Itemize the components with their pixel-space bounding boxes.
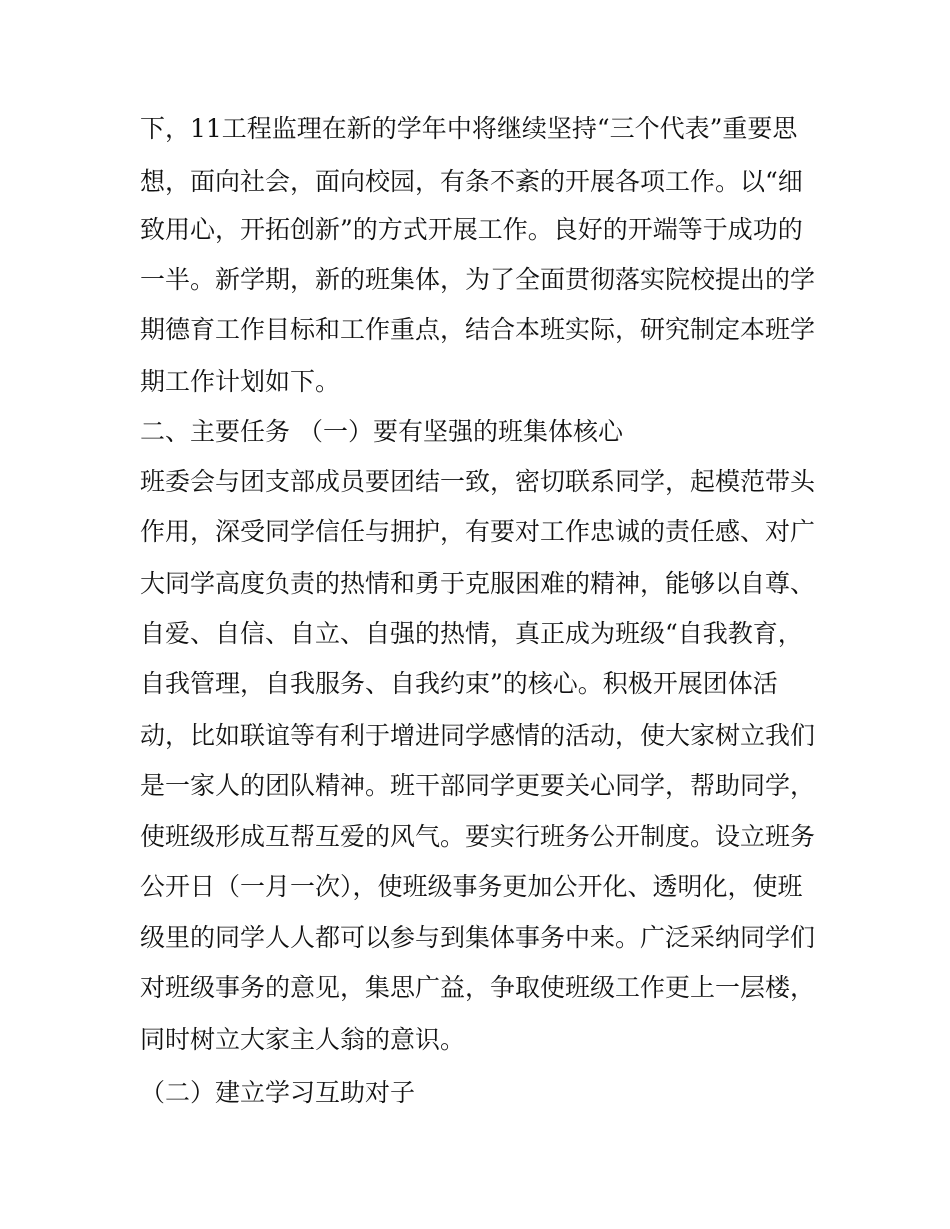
text-line: 想，面向社会，面向校园，有条不紊的开展各项工作。以“细 (140, 167, 803, 196)
text-line: 下，11工程监理在新的学年中将继续坚持“三个代表”重要思 (140, 114, 798, 143)
text-line: 是一家人的团队精神。班干部同学更要关心同学，帮助同学， (140, 771, 816, 800)
text-line: 作用，深受同学信任与拥护，有要对工作忠诚的责任感、对广 (140, 517, 816, 546)
text-line: 公开日（一月一次），使班级事务更加公开化、透明化，使班 (140, 872, 803, 901)
text-line: 自我管理，自我服务、自我约束”的核心。积极开展团体活 (140, 669, 778, 698)
text-line: 致用心，开拓创新”的方式开展工作。良好的开端等于成功的 (140, 215, 803, 244)
text-line: 期德育工作目标和工作重点，结合本班实际，研究制定本班学 (140, 315, 816, 344)
text-line: 同时树立大家主人翁的意识。 (140, 1025, 466, 1054)
section-heading: （二）建立学习互助对子 (140, 1078, 416, 1107)
text-line: 期工作计划如下。 (140, 367, 341, 396)
text-line: 对班级事务的意见，集思广益，争取使班级工作更上一层楼， (140, 973, 816, 1002)
text-line: 动，比如联谊等有利于增进同学感情的活动，使大家树立我们 (140, 721, 816, 750)
text-line: 使班级形成互帮互爱的风气。要实行班务公开制度。设立班务 (140, 822, 816, 851)
text-line: 自爱、自信、自立、自强的热情，真正成为班级“自我教育， (140, 619, 803, 648)
text-line: 级里的同学人人都可以参与到集体事务中来。广泛采纳同学们 (140, 923, 816, 952)
section-heading: 二、主要任务 （一）要有坚强的班集体核心 (140, 417, 623, 446)
text-line: 大同学高度负责的热情和勇于克服困难的精神，能够以自尊、 (140, 569, 816, 598)
text-line: 班委会与团支部成员要团结一致，密切联系同学，起模范带头 (140, 467, 816, 496)
text-line: 一半。新学期，新的班集体，为了全面贯彻落实院校提出的学 (140, 265, 816, 294)
